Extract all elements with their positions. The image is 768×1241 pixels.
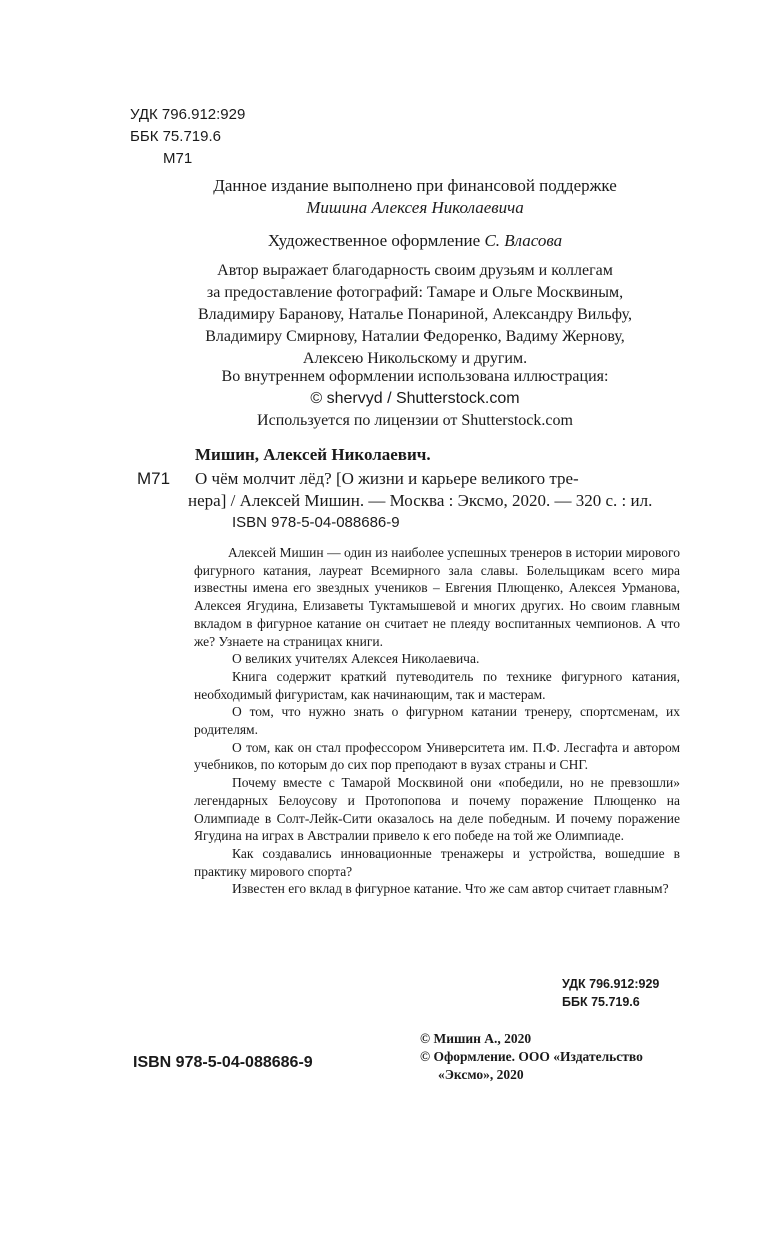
design-label: Художественное оформление (267, 231, 485, 250)
record-author-mark: М71 (137, 469, 171, 488)
copyright-line-3: «Эксмо», 2020 (438, 1067, 524, 1082)
illustration-line-2: © shervyd / Shutterstock.com (310, 390, 520, 407)
copyright-line-1: © Мишин А., 2020 (420, 1031, 532, 1046)
copyright-line-2: © Оформление. ООО «Издательство (420, 1049, 643, 1064)
illustration-line-3: Используется по лицензии от Shutterstock.com (257, 412, 573, 429)
copyright-block (420, 1030, 643, 1084)
annotation-paragraph: О великих учителях Алексея Николаевича. (232, 651, 480, 667)
support-line-2: Мишина Алексея Николаевича (306, 198, 524, 217)
thanks-line: Владимиру Смирнову, Наталии Федоренко, Вадиму Жернову, (205, 328, 625, 345)
thanks-line: Алексею Никольскому и другим. (302, 350, 528, 367)
bbk-code: ББК 75.719.6 (130, 128, 221, 145)
author-mark: М71 (163, 150, 193, 167)
illustration-credit (110, 366, 720, 432)
annotation-paragraph: Алексей Мишин — один из наиболее успешных тренеров в истории мирового фигурного катания, лауреат Всемирного зала славы. Болельщикам всего мира известны имена его звездных учеников – Евгения Плющенко, Алексея Урманова, Алексея Ягудина, Елизаветы Туктамышевой и многих других. Но своим главным вкладом в фигурное катание он считает не плеяду воспитанных чемпионов. А что же? Узнаете на страницах книги. (194, 545, 680, 649)
illustration-line-1: Во внутреннем оформлении использована иллюстрация: (221, 368, 609, 385)
art-design-credit (110, 230, 720, 252)
annotation (194, 544, 680, 898)
isbn-main: ISBN 978-5-04-088686-9 (133, 1054, 313, 1071)
udk-code: УДК 796.912:929 (130, 106, 246, 123)
annotation-paragraph: О том, как он стал профессором Университета им. П.Ф. Лесгафта и автором учебников, по которым до сих пор преподают в вузах страны и СНГ. (194, 739, 680, 773)
classification-codes (130, 104, 245, 170)
bottom-bbk: ББК 75.719.6 (562, 995, 640, 1009)
acknowledgements (110, 260, 720, 370)
thanks-line: Автор выражает благодарность своим друзьям и коллегам (217, 262, 613, 279)
annotation-paragraph: Книга содержит краткий путеводитель по технике фигурного катания, необходимый фигуристам, как начинающим, так и мастерам. (194, 668, 680, 702)
record-author-heading: Мишин, Алексей Николаевич. (195, 445, 431, 464)
designer-name: С. Власова (484, 231, 563, 250)
thanks-line: за предоставление фотографий: Тамаре и Ольге Москвиным, (206, 284, 624, 301)
financial-support-note (110, 175, 720, 219)
bottom-udk: УДК 796.912:929 (562, 977, 660, 991)
annotation-paragraph: Известен его вклад в фигурное катание. Что же сам автор считает главным? (232, 881, 669, 897)
annotation-paragraph: О том, что нужно знать о фигурном катании тренеру, спортсменам, их родителям. (194, 704, 680, 738)
bottom-classification-codes (562, 975, 659, 1011)
record-title (188, 468, 680, 512)
support-line-1: Данное издание выполнено при финансовой поддержке (213, 176, 617, 195)
annotation-paragraph: Почему вместе с Тамарой Москвиной они «победили, но не превзошли» легендарных Белоусову и Протопопова и почему поражение Плющенко на Олимпиаде в Солт-Лейк-Сити оказалось на деле победным. И почему поражение Ягудина на играх в Австралии привело к его победе на той же Олимпиаде. (194, 775, 680, 844)
thanks-line: Владимиру Баранову, Наталье Понариной, Александру Вильфу, (197, 306, 633, 323)
annotation-paragraph: Как создавались инновационные тренажеры и устройства, вошедшие в практику мирового спорта? (194, 845, 680, 879)
title-line-1: О чём молчит лёд? [О жизни и карьере великого тре- (195, 469, 579, 488)
record-isbn: ISBN 978-5-04-088686-9 (232, 514, 400, 531)
title-line-2: нера] / Алексей Мишин. — Москва : Эксмо, 2020. — 320 с. : ил. (188, 491, 653, 510)
